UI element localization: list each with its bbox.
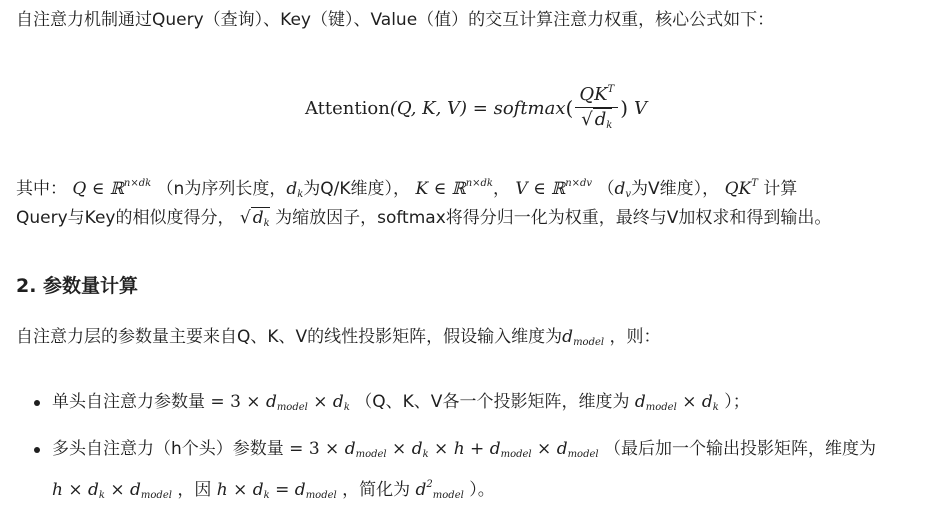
bullet-2-l2d3-sub: k: [263, 490, 270, 501]
bullet-1-note-a: （Q、K、V各一个投影矩阵，维度为: [355, 392, 630, 412]
bullet-1-nd1: d: [634, 392, 646, 412]
formula-tail: V: [634, 97, 648, 119]
q-symbol: Q ∈ ℝ: [72, 179, 124, 199]
n-desc: （n为序列长度，: [156, 179, 287, 199]
bullet-2-l2-expr-b: h ×: [216, 480, 248, 500]
dk-sub: k: [297, 189, 304, 200]
v-symbol: V ∈ ℝ: [515, 179, 566, 199]
formula-numerator: [575, 79, 618, 108]
bullet-2-l2-times: ×: [110, 480, 125, 500]
bullet-2-expr-d: ×: [537, 439, 552, 459]
bullet-2-l2d5-sup: 2: [426, 479, 433, 490]
explain-line2-b: 为缩放因子，softmax将得分归一化为权重，最终与V加权求和得到输出。: [275, 208, 832, 228]
explain-line-1: [16, 171, 797, 208]
section-intro-b: ，则：: [609, 327, 661, 347]
formula-den-sub: k: [606, 120, 613, 131]
bullet-2-d2: d: [411, 439, 423, 459]
sqrt-symbol-inline: √: [239, 208, 251, 228]
bullet-2-d4: d: [556, 439, 568, 459]
bullet-2-l2d5-sub: model: [432, 490, 464, 501]
formula-args: (Q, K, V) = softmax: [389, 97, 566, 119]
formula-fraction: [575, 79, 618, 137]
attention-formula: [0, 80, 952, 136]
explain-line2-a: Query与Key的相似度得分，: [16, 208, 235, 228]
section-heading: 2. 参数量计算: [16, 275, 139, 297]
bullet-2-l2-eq: =: [275, 480, 290, 500]
intro-paragraph: 自注意力机制通过Query（查询）、Key（键）、Value（值）的交互计算注意力权重，核心公式如下：: [16, 10, 775, 30]
bullet-2-d1: d: [344, 439, 356, 459]
bullet-dot-1: [34, 400, 40, 406]
comma: ，: [492, 179, 510, 199]
formula-num-sup: T: [607, 84, 615, 95]
bullet-2-l2d3: d: [252, 480, 264, 500]
dv-symbol: d: [614, 179, 626, 199]
bullet-2-d3-sub: model: [500, 449, 532, 460]
bullet-2-l2d1-sub: k: [98, 490, 105, 501]
section-intro: [16, 324, 661, 356]
bullet-1: [52, 389, 750, 421]
formula-close-paren: ): [620, 96, 629, 120]
bullet-2-l2d1: d: [88, 480, 99, 500]
bullet-dot-2: [34, 447, 40, 453]
bullet-2-expr-c: × h +: [434, 439, 485, 459]
k-symbol: K ∈ ℝ: [415, 179, 466, 199]
qkt-symbol: QK: [724, 179, 752, 199]
k-sup: n×dk: [465, 178, 493, 189]
bullet-2-line-2: [52, 472, 495, 509]
bullet-1-d2-sub: k: [343, 402, 350, 413]
explain-line-2: [16, 205, 831, 237]
bullet-2-line-1: [52, 436, 876, 468]
bullet-1-d1: d: [265, 392, 277, 412]
bullet-2-l2-end: ）。: [469, 480, 495, 500]
sqrt-inline-sub: k: [263, 218, 270, 229]
formula-open-paren: (: [565, 96, 574, 120]
bullet-2-expr-a: 3 ×: [308, 439, 340, 459]
dk-desc: 为Q/K维度），: [303, 179, 411, 199]
dv-desc: 为V维度），: [631, 179, 720, 199]
bullet-2-d4-sub: model: [567, 449, 599, 460]
bullet-1-label: 单头自注意力参数量 =: [52, 392, 225, 412]
bullet-1-d2: d: [332, 392, 344, 412]
bullet-1-d1-sub: model: [276, 402, 308, 413]
q-sup: n×dk: [123, 178, 152, 189]
formula-sqrt-body: [593, 108, 613, 130]
dv-sub: v: [625, 189, 632, 200]
bullet-1-ntimes: ×: [682, 392, 697, 412]
bullet-2-d3: d: [489, 439, 501, 459]
bullet-2-d1-sub: model: [355, 449, 387, 460]
bullet-2-d2-sub: k: [422, 449, 429, 460]
bullet-1-expr-a: 3 ×: [230, 392, 261, 412]
formula-attention: Attention: [304, 97, 390, 119]
section-intro-a: 自注意力层的参数量主要来自Q、K、V的线性投影矩阵，假设输入维度为: [16, 327, 563, 347]
formula-den-text: d: [594, 109, 607, 130]
bullet-2-l2-simplify: ，简化为: [342, 480, 411, 500]
bullet-1-nd2-sub: k: [712, 402, 719, 413]
bullet-2-expr-b: ×: [392, 439, 407, 459]
dv-open: （: [597, 179, 615, 199]
sqrt-inline-body: [251, 207, 270, 228]
bullet-1-note-b: ）；: [724, 392, 750, 412]
bullet-1-times: ×: [313, 392, 328, 412]
explain-lead: 其中：: [16, 179, 67, 199]
bullet-2-l2d5: d: [415, 480, 427, 500]
bullet-2-l2-mid: ，因: [177, 480, 212, 500]
bullet-2-l2d2-sub: model: [140, 490, 172, 501]
compute-word: 计算: [763, 179, 798, 199]
sqrt-inline-d: d: [252, 208, 264, 228]
formula-denominator: [581, 108, 612, 137]
bullet-2-l2-expr-a: h ×: [52, 480, 83, 500]
dk-symbol: d: [286, 179, 298, 199]
bullet-2-label: 多头自注意力（h个头）参数量 =: [52, 439, 304, 459]
qkt-sup: T: [751, 178, 758, 189]
bullet-2-note-a: （最后加一个输出投影矩阵，维度为: [604, 439, 877, 459]
bullet-2-l2d4: d: [294, 480, 306, 500]
v-sup: n×dv: [565, 178, 593, 189]
bullet-1-nd2: d: [701, 392, 713, 412]
sqrt-symbol: √: [581, 109, 593, 130]
formula-num-text: QK: [579, 84, 608, 105]
bullet-2-l2d4-sub: model: [305, 490, 337, 501]
dmodel-symbol: d: [562, 327, 574, 347]
bullet-2-l2d2: d: [130, 480, 141, 500]
bullet-1-nd1-sub: model: [645, 402, 677, 413]
dmodel-sub: model: [573, 337, 605, 348]
